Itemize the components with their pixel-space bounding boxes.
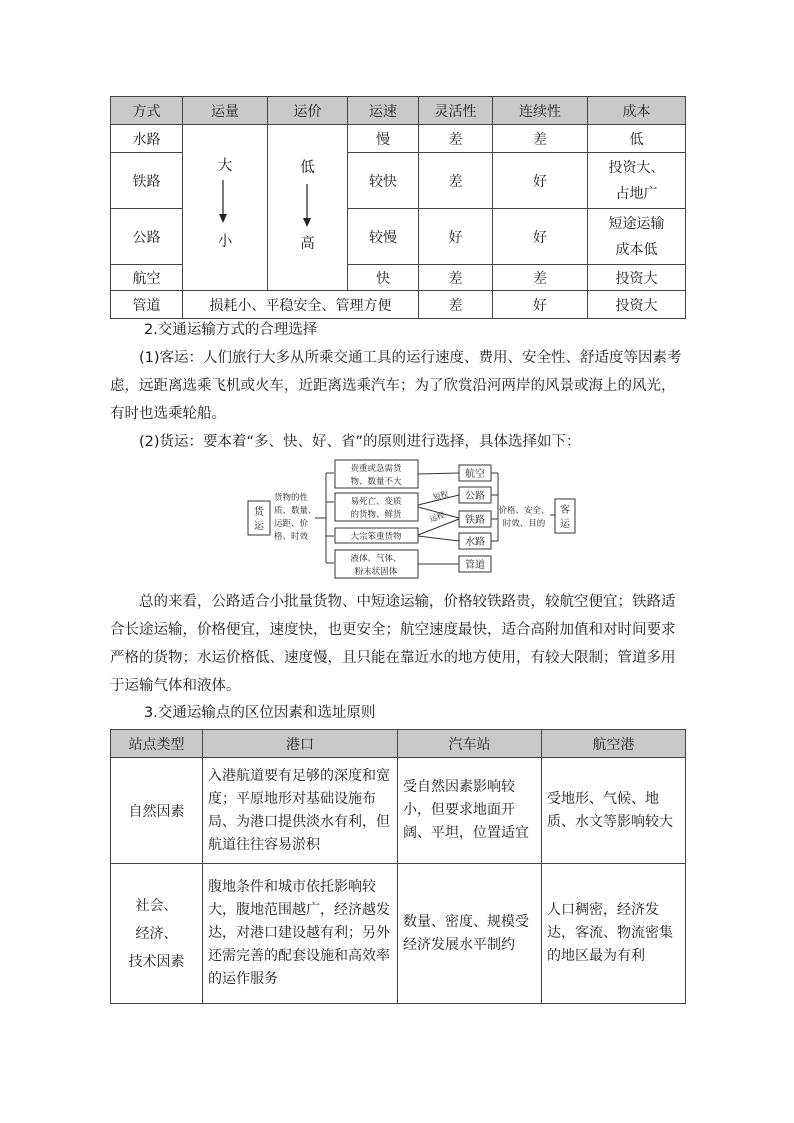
mode-cell: 航空 [111,265,183,291]
header-cell: 成本 [588,97,686,125]
header-cell: 运价 [268,97,348,125]
cost-cell: 投资大 [588,291,686,319]
speed-cell: 慢 [348,125,419,153]
flex-cell: 差 [419,153,493,209]
mode-text: 水路 [465,537,485,548]
mode-text: 管道 [465,560,485,571]
right-text-line: 价格、安全、 [498,506,550,516]
cont-cell: 好 [493,153,588,209]
pipeline-merged-cell: 损耗小、平稳安全、管理方便 [183,291,419,319]
header-cell: 运速 [348,97,419,125]
freight-paragraph: (2)货运：要本着“多、快、好、省”的原则进行选择，具体选择如下： [139,434,581,450]
airport-cell: 受地形、气候、地质、水文等影响较大 [542,758,686,864]
volume-bottom: 小 [217,233,233,250]
cont-cell: 差 [493,125,588,153]
flex-cell: 差 [419,291,493,319]
header-cell: 连续性 [493,97,588,125]
transport-comparison-table [110,96,686,319]
table-row [111,864,686,1004]
header-cell: 运量 [183,97,268,125]
header-cell: 港口 [203,730,398,758]
left-box-char: 货 [254,507,264,518]
cost-line: 投资大、 [608,159,665,176]
left-text-line: 格、时效 [274,532,309,542]
cost-cell [588,153,686,209]
right-text-line: 时效、目的 [502,519,546,529]
cont-cell: 好 [493,209,588,265]
port-cell: 入港航道要有足够的深度和宽度；平原地形对基础设施布局、为港口提供淡水有利，但航道往往容易淤积 [203,758,398,864]
price-top: 低 [300,159,315,176]
short-distance-label: 短程 [432,489,450,502]
cargo-text: 大宗笨重货物 [350,532,402,542]
flex-cell: 差 [419,265,493,291]
cargo-text: 的货物、鲜货 [350,510,402,520]
cost-line: 短途运输 [608,215,665,232]
cost-cell: 低 [588,125,686,153]
row-label-line: 社会、 [135,897,178,914]
price-bottom: 高 [300,235,315,252]
header-cell: 站点类型 [111,730,203,758]
table-row [111,291,686,319]
mode-text: 铁路 [465,515,485,526]
left-box-char: 运 [254,521,264,532]
speed-cell: 较慢 [348,209,419,265]
down-arrow-icon [217,180,229,224]
cargo-text: 液体、气体、 [350,554,402,564]
volume-top: 大 [217,157,233,174]
right-box-char: 客 [560,505,570,516]
port-cell: 腹地条件和城市依托影响较大，腹地范围越广，经济越发达，对港口建设越有利；另外还需完善的配套设施和高效率的运作服务 [203,864,398,1004]
cost-cell: 投资大 [588,265,686,291]
cargo-text: 易死亡、变质 [350,497,402,507]
header-cell: 航空港 [542,730,686,758]
cost-cell [588,209,686,265]
left-text-line: 质、数量、 [274,506,317,516]
passenger-paragraph: (1)客运：人们旅行大多从所乘交通工具的运行速度、费用、安全性、舒适度等因素考虑，远距离选乘飞机或火车，近距离选乘汽车；为了欣赏沿河两岸的风景或海上的风光，有时也选乘轮船。 [110,350,682,422]
left-text-line: 运距、价 [274,519,309,529]
header-cell: 灵活性 [419,97,493,125]
section2-heading: 2.交通运输方式的合理选择 [144,322,318,338]
airport-cell: 人口稠密，经济发达，客流、物流密集的地区最为有利 [542,864,686,1004]
header-cell: 方式 [111,97,183,125]
header-cell: 汽车站 [398,730,542,758]
mode-text: 航空 [465,469,485,480]
row-label-line: 技术因素 [128,953,185,970]
freight-selection-diagram [240,455,580,585]
mode-text: 公路 [465,491,485,502]
bus-station-cell: 数量、密度、规模受经济发展水平制约 [398,864,542,1004]
row-label: 自然因素 [111,758,203,864]
row-label-line: 经济、 [135,925,178,942]
mode-cell: 铁路 [111,153,183,209]
table-header-row [111,730,686,758]
flex-cell: 好 [419,209,493,265]
long-distance-label: 远程 [428,510,446,524]
table-row [111,758,686,864]
price-gradient-cell [268,125,348,291]
volume-gradient-cell [183,125,268,291]
table-header-row [111,97,686,125]
site-selection-table [110,729,686,1004]
right-box-char: 运 [560,519,570,530]
cost-line: 占地广 [615,185,658,202]
row-label [111,864,203,1004]
cargo-text: 贵重或急需货 [350,464,402,474]
cargo-text: 粉末状固体 [354,567,398,577]
flex-cell: 差 [419,125,493,153]
cont-cell: 好 [493,291,588,319]
table-row [111,125,686,153]
speed-cell: 快 [348,265,419,291]
cont-cell: 差 [493,265,588,291]
down-arrow-icon [301,184,313,228]
cost-line: 成本低 [615,241,658,258]
bus-station-cell: 受自然因素影响较小，但要求地面开阔、平坦，位置适宜 [398,758,542,864]
left-text-line: 货物的性 [274,493,309,503]
speed-cell: 较快 [348,153,419,209]
cargo-text: 物、数量不大 [350,477,402,487]
mode-cell: 管道 [111,291,183,319]
section3-heading: 3.交通运输点的区位因素和选址原则 [144,705,376,721]
mode-cell: 公路 [111,209,183,265]
summary-paragraph: 总的来看，公路适合小批量货物、中短途运输，价格较铁路贵，较航空便宜；铁路适合长途运输，价格便宜，速度快，也更安全；航空速度最快，适合高附加值和对时间要求严格的货物；水运价格低、速度慢，且只能在靠近水的地方使用，有较大限制；管道多用于运输气体和液体。 [110,594,676,694]
mode-cell: 水路 [111,125,183,153]
